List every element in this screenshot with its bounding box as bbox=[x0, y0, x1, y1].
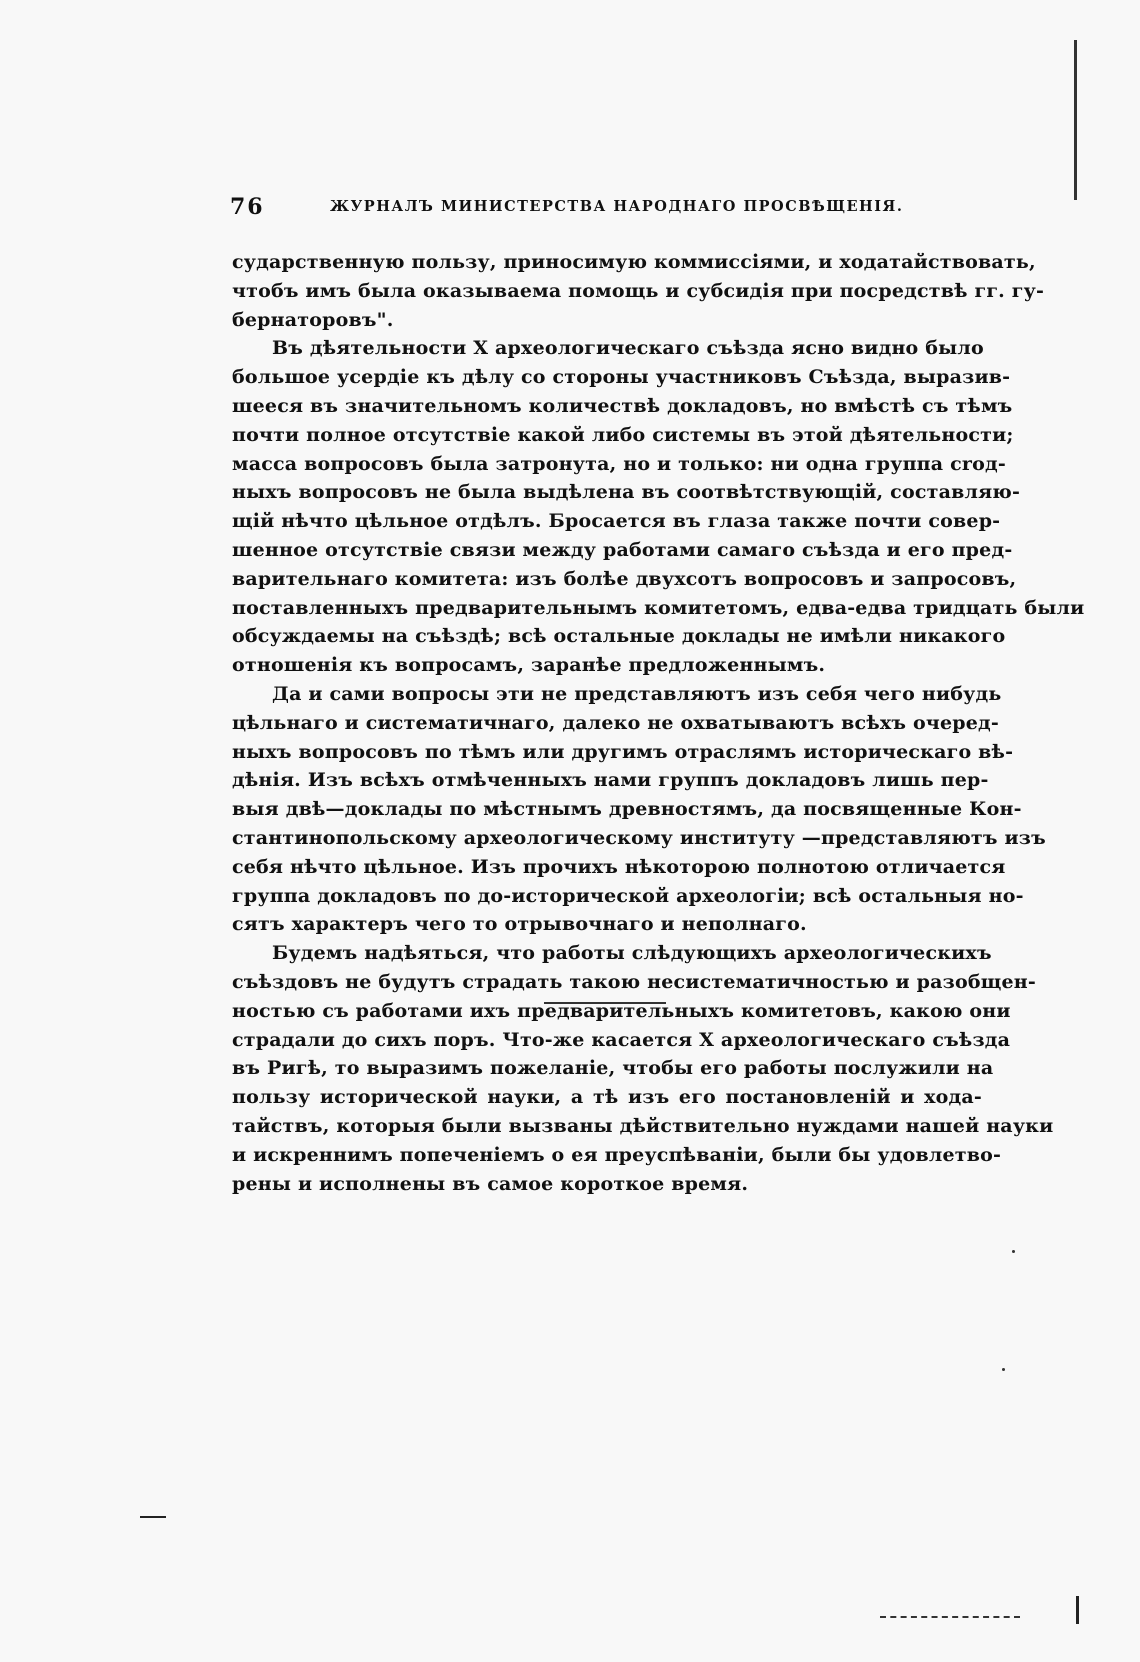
text-line: ныхъ вопросовъ не была выдѣлена въ соотвѣтствующій, составляю- bbox=[232, 481, 1021, 504]
section-end-rule bbox=[544, 1002, 666, 1004]
running-head: ЖУРНАЛЪ МИНИСТЕРСТВА НАРОДНАГО ПРОСВѢЩЕНІЯ. bbox=[330, 198, 904, 215]
text-line: рены и исполнены въ самое короткое время. bbox=[232, 1172, 749, 1195]
text-line: себя нѣчто цѣльное. Изъ прочихъ нѣкоторою полнотою отличается bbox=[232, 855, 1006, 878]
scan-speck bbox=[1002, 1368, 1005, 1371]
text-line: сятъ характеръ чего то отрывочнаго и неполнаго. bbox=[232, 913, 807, 936]
text-line: выя двѣ—доклады по мѣстнымъ древностямъ, да посвященные Кон- bbox=[232, 798, 1022, 821]
text-line: масса вопросовъ была затронута, но и только: ни одна группа сrод- bbox=[232, 452, 1006, 475]
text-line: Будемъ надѣяться, что работы слѣдующихъ археологическихъ bbox=[272, 942, 992, 965]
text-line: щій нѣчто цѣльное отдѣлъ. Бросается въ глаза также почти совер- bbox=[232, 510, 1001, 533]
text-line: Да и сами вопросы эти не представляютъ изъ себя чего нибудь bbox=[272, 682, 1002, 705]
text-line: съѣздовъ не будутъ страдать такою несистематичностью и разобщен- bbox=[232, 970, 1036, 993]
paragraph-2 bbox=[232, 334, 1085, 680]
page-header bbox=[230, 194, 904, 224]
text-line: дѣнія. Изъ всѣхъ отмѣченныхъ нами группъ докладовъ лишь пер- bbox=[232, 769, 989, 792]
scan-margin-dash-bottom bbox=[880, 1616, 1020, 1618]
text-line: ныхъ вопросовъ по тѣмъ или другимъ отраслямъ историческаго вѣ- bbox=[232, 740, 1014, 763]
scan-margin-line-right-bottom bbox=[1076, 1596, 1079, 1624]
paragraph-1 bbox=[232, 248, 1045, 334]
text-line: группа докладовъ по до-исторической археологіи; всѣ остальныя но- bbox=[232, 884, 1024, 907]
text-line: и искреннимъ попеченіемъ о ея преуспѣваніи, были бы удовлетво- bbox=[232, 1143, 1002, 1166]
text-line: почти полное отсутствіе какой либо системы въ этой дѣятельности; bbox=[232, 423, 1014, 446]
scan-margin-line-right-top bbox=[1074, 40, 1077, 200]
text-line: въ Ригѣ, то выразимъ пожеланіе, чтобы его работы послужили на bbox=[232, 1057, 994, 1080]
text-line: страдали до сихъ поръ. Что-же касается X археологическаго съѣзда bbox=[232, 1028, 1011, 1051]
text-line: большое усердіе къ дѣлу со стороны участниковъ Съѣзда, выразив- bbox=[232, 366, 1011, 389]
text-line: поставленныхъ предварительнымъ комитетомъ, едва-едва тридцать были bbox=[232, 596, 1085, 619]
text-line: ностью съ работами ихъ предварительныхъ комитетовъ, какою они bbox=[232, 999, 1011, 1022]
text-line: тайствъ, которыя были вызваны дѣйствительно нуждами нашей науки bbox=[232, 1114, 1054, 1137]
text-line: стантинопольскому археологическому институту —представляютъ изъ bbox=[232, 826, 1046, 849]
text-line: шееся въ значительномъ количествѣ докладовъ, но вмѣстѣ съ тѣмъ bbox=[232, 394, 1013, 417]
text-line: сударственную пользу, приносимую коммиссіями, и ходатайствовать, bbox=[232, 251, 1036, 273]
text-line: варительнаго комитета: изъ болѣе двухсотъ вопросовъ и запросовъ, bbox=[232, 567, 1017, 590]
text-line: пользу исторической науки, а тѣ изъ его постановленій и хода- bbox=[232, 1086, 982, 1109]
text-line: шенное отсутствіе связи между работами самаго съѣзда и его пред- bbox=[232, 538, 1013, 561]
body-text bbox=[232, 248, 1085, 1198]
text-line: отношенія къ вопросамъ, заранѣе предложеннымъ. bbox=[232, 654, 826, 677]
page-number: 76 bbox=[230, 194, 265, 220]
paragraph-3 bbox=[232, 680, 1046, 939]
text-line: Въ дѣятельности X археологическаго съѣзда ясно видно было bbox=[272, 337, 984, 360]
text-line: бернаторовъ". bbox=[232, 308, 394, 331]
text-line: чтобъ имъ была оказываема помощь и субсидія при посредствѣ гг. гу- bbox=[232, 279, 1045, 302]
text-line: обсуждаемы на съѣздѣ; всѣ остальные доклады не имѣли никакого bbox=[232, 625, 1006, 648]
paragraph-4 bbox=[232, 939, 1054, 1198]
scan-margin-dash-left bbox=[140, 1516, 166, 1518]
scan-speck bbox=[1012, 1250, 1015, 1253]
text-line: цѣльнаго и систематичнаго, далеко не охватываютъ всѣхъ очеред- bbox=[232, 711, 999, 734]
